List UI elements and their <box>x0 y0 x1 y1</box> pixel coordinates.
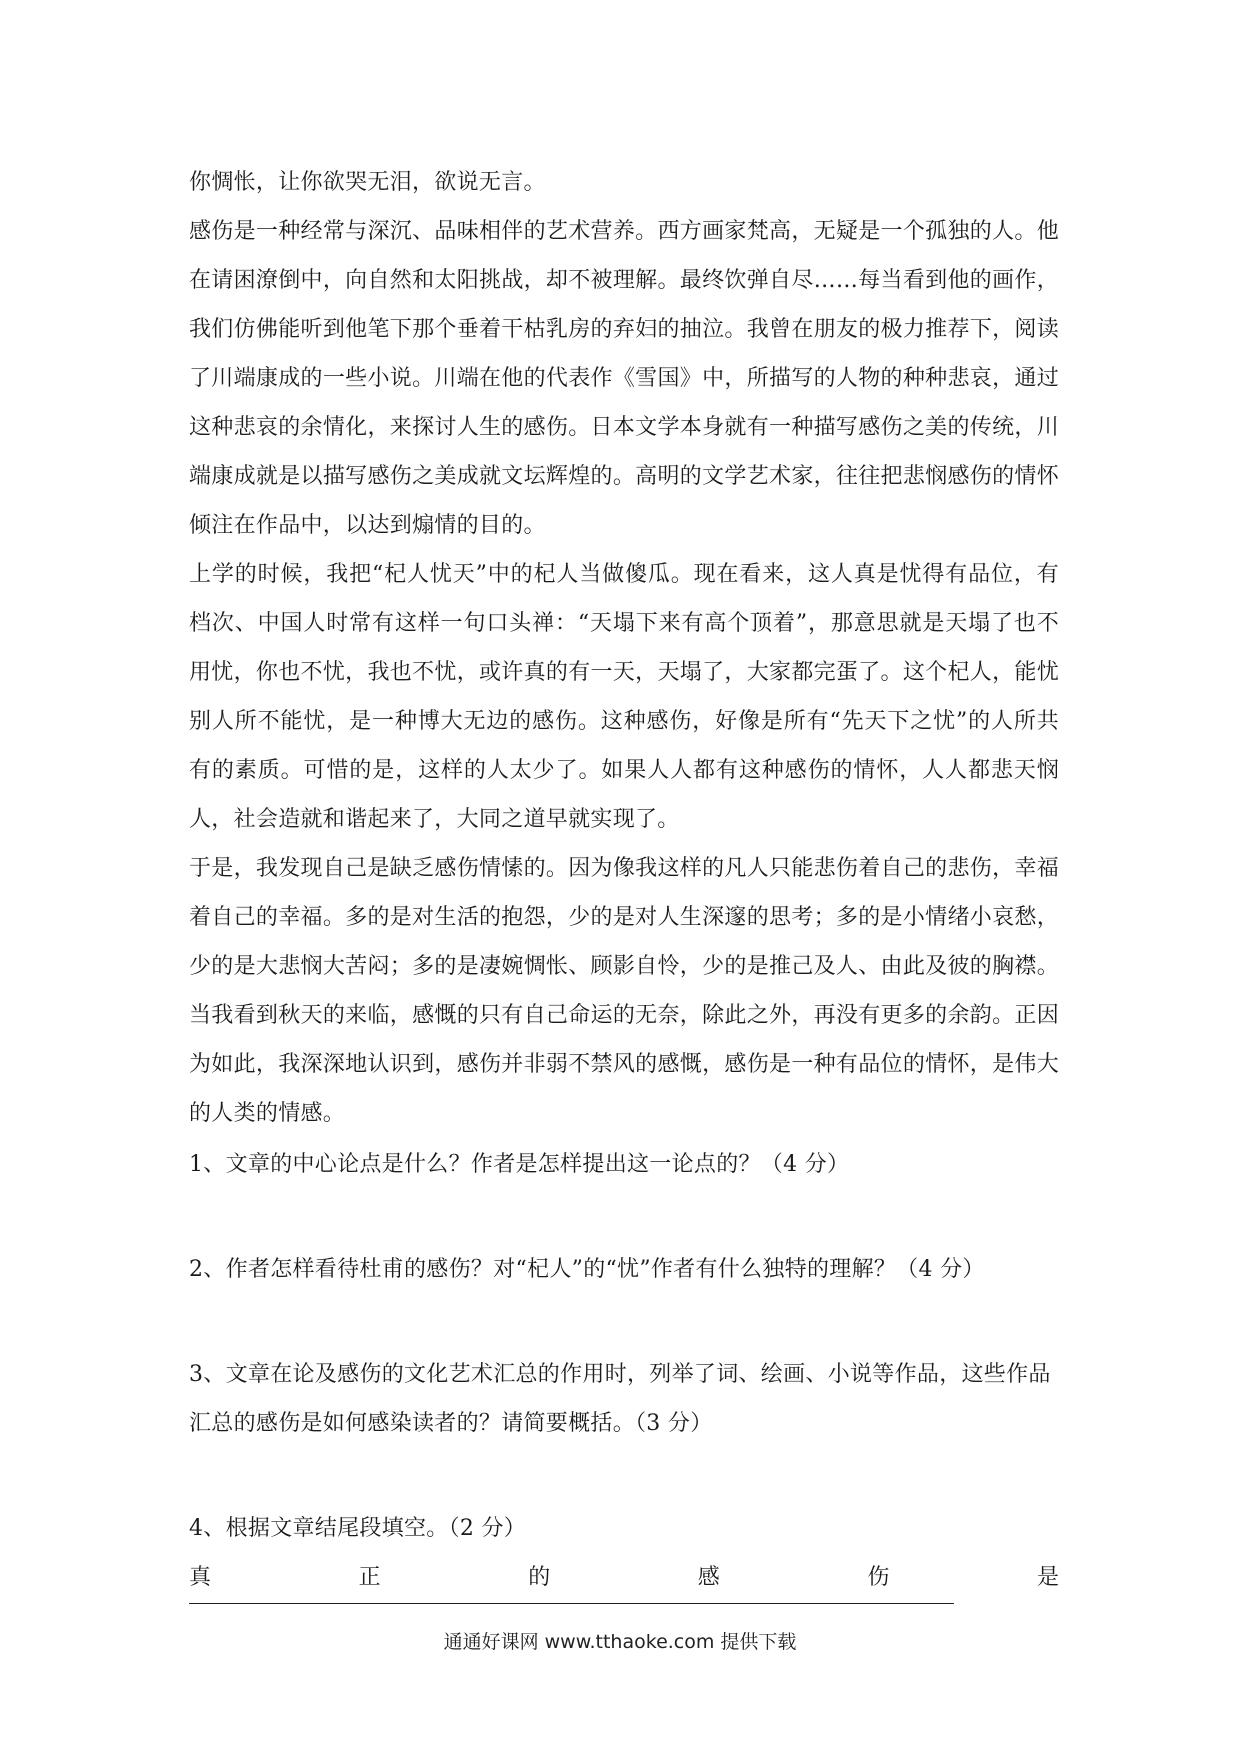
fill-blank-char: 感 <box>697 1565 720 1590</box>
fill-blank-line <box>189 1553 1059 1602</box>
paragraph-4: 于是，我发现自己是缺乏感伤情愫的。因为像我这样的凡人只能悲伤着自己的悲伤，幸福着自己的幸福。多的是对生活的抱怨，少的是对人生深邃的思考；多的是小情绪小哀愁，少的是大悲悯大苦闷；多的是凄婉惆怅、顾影自怜，少的是推己及人、由此及彼的胸襟。当我看到秋天的来临，感慨的只有自己命运的无奈，除此之外，再没有更多的余韵。正因为如此，我深深地认识到，感伤并非弱不禁风的感慨，感伤是一种有品位的情怀，是伟大的人类的情感。 <box>189 856 1059 1126</box>
document-body <box>189 158 1059 1602</box>
fill-blank-char: 的 <box>528 1565 551 1590</box>
question-1: 1、文章的中心论点是什么？作者是怎样提出这一论点的？（4 分） <box>189 1152 850 1177</box>
fill-blank-char: 正 <box>358 1565 381 1590</box>
fill-blank-char: 是 <box>1036 1565 1059 1590</box>
paragraph-3: 上学的时候，我把“杞人忧天”中的杞人当做傻瓜。现在看来，这人真是忧得有品位，有档次、中国人时常有这样一句口头禅：“天塌下来有高个顶着”，那意思就是天塌了也不用忧，你也不忧，我也不忧，或许真的有一天，天塌了，大家都完蛋了。这个杞人，能忧别人所不能忧，是一种博大无边的感伤。这种感伤，好像是所有“先天下之忧”的人所共有的素质。可惜的是，这样的人太少了。如果人人都有这种感伤的情怀，人人都悲天悯人，社会造就和谐起来了，大同之道早就实现了。 <box>189 562 1059 832</box>
question-2: 2、作者怎样看待杜甫的感伤？对“杞人”的“忧”作者有什么独特的理解？（4 分） <box>189 1257 985 1282</box>
fill-blank-char: 伤 <box>867 1565 890 1590</box>
footer-divider <box>189 1603 954 1604</box>
fill-blank-char: 真 <box>189 1565 212 1590</box>
footer-text: 通通好课网 www.tthaoke.com 提供下载 <box>443 1631 797 1653</box>
question-3: 3、文章在论及感伤的文化艺术汇总的作用时，列举了词、绘画、小说等作品，这些作品汇总的感伤是如何感染读者的？请简要概括。（3 分） <box>189 1362 1051 1436</box>
paragraph-1: 你惆怅，让你欲哭无泪，欲说无言。 <box>189 170 546 195</box>
question-4: 4、根据文章结尾段填空。（2 分） <box>189 1516 527 1541</box>
paragraph-2: 感伤是一种经常与深沉、品味相伴的艺术营养。西方画家梵高，无疑是一个孤独的人。他在请困潦倒中，向自然和太阳挑战，却不被理解。最终饮弹自尽……每当看到他的画作，我们仿佛能听到他笔下那个垂着干枯乳房的弃妇的抽泣。我曾在朋友的极力推荐下，阅读了川端康成的一些小说。川端在他的代表作《雪国》中，所描写的人物的种种悲哀，通过这种悲哀的余情化，来探讨人生的感伤。日本文学本身就有一种描写感伤之美的传统，川端康成就是以描写感伤之美成就文坛辉煌的。高明的文学艺术家，往往把悲悯感伤的情怀倾注在作品中，以达到煽情的目的。 <box>189 219 1059 538</box>
